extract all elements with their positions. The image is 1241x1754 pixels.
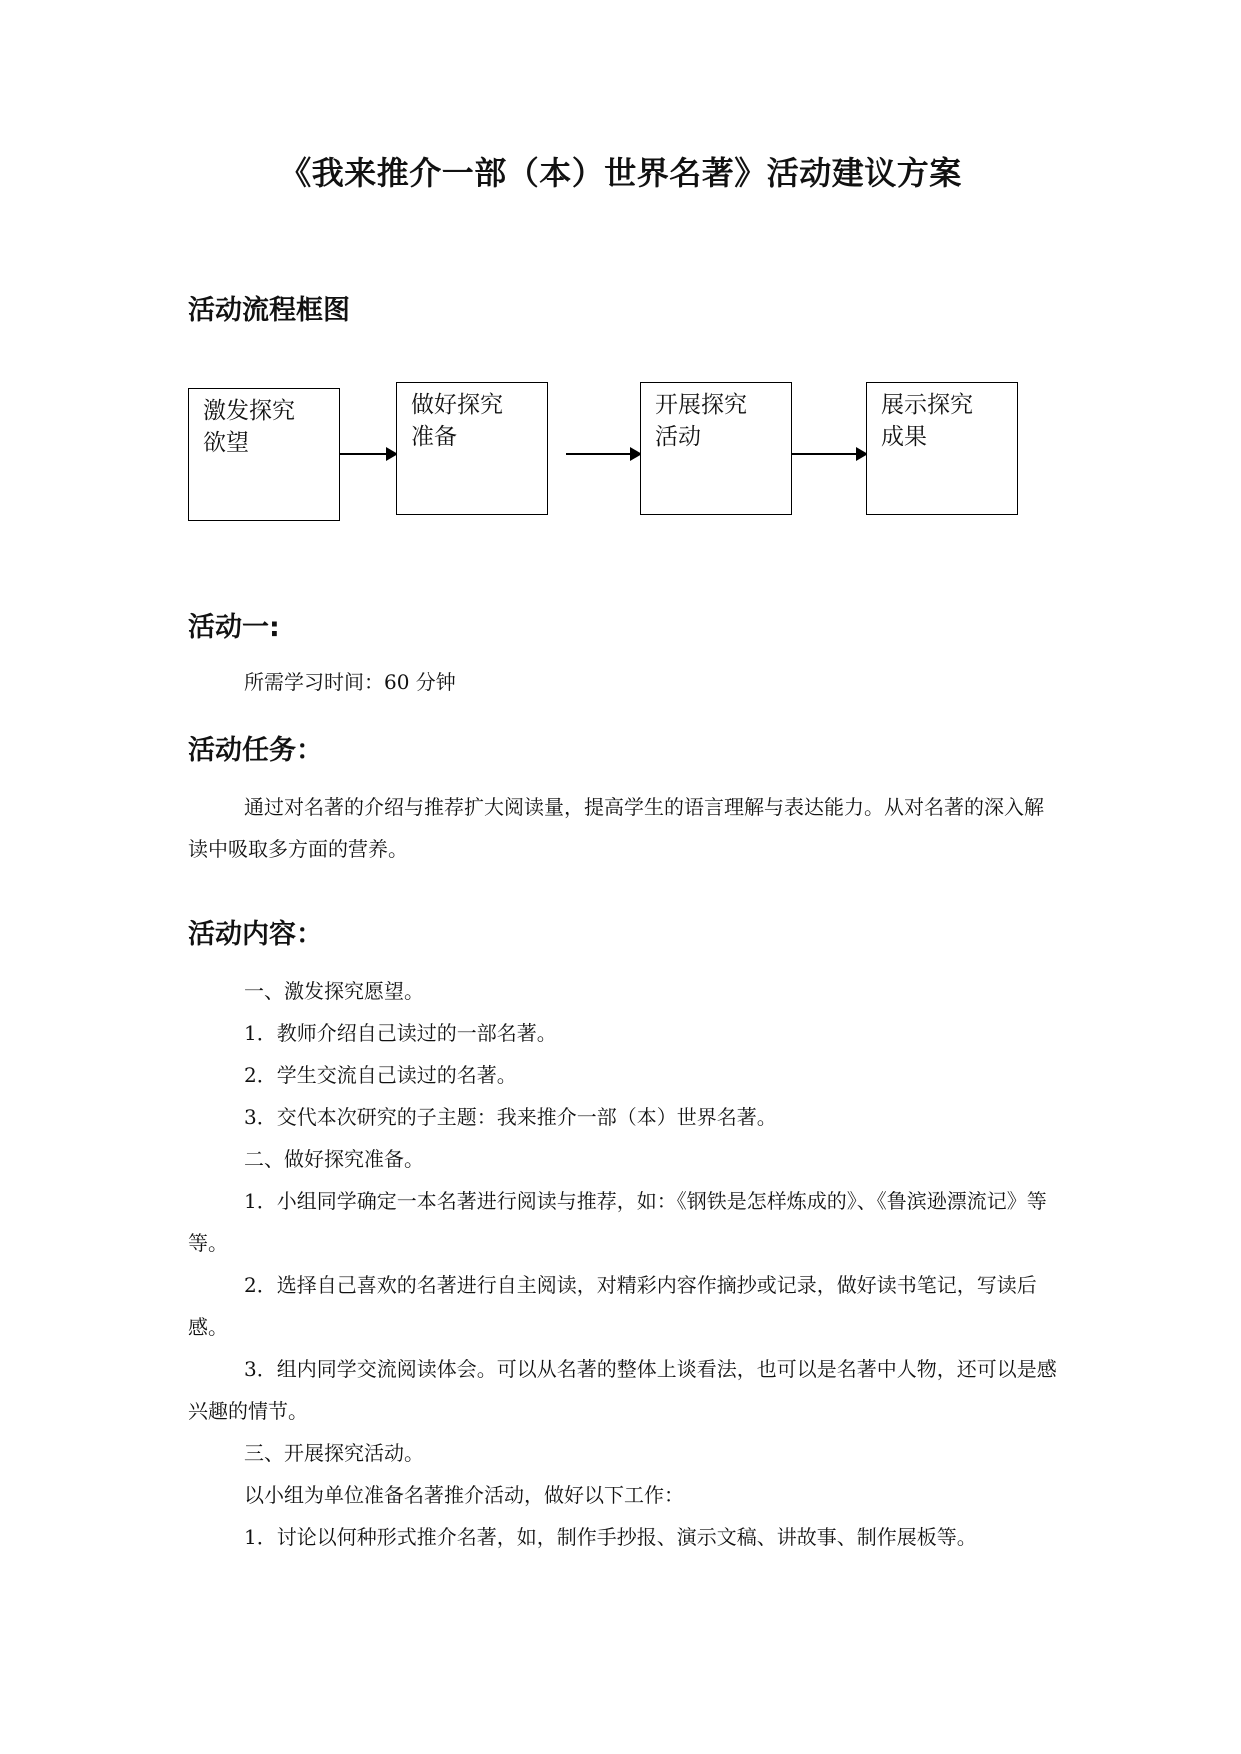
flow-heading: 活动流程框图	[188, 295, 350, 326]
flow-box-3-line2: 活动	[655, 424, 701, 450]
flow-box-4-line2: 成果	[881, 424, 927, 450]
flow-box-4	[866, 382, 1018, 515]
section-3-intro: 以小组为单位准备名著推介活动，做好以下工作：	[244, 1483, 684, 1507]
section-2-title: 二、做好探究准备。	[244, 1147, 424, 1171]
flow-arrow-3	[792, 453, 866, 455]
flow-box-1-line1: 激发探究	[203, 398, 295, 424]
section-2-item-3: 3．组内同学交流阅读体会。可以从名著的整体上谈看法，也可以是名著中人物，还可以是感兴趣的情节。	[188, 1357, 1057, 1423]
section-3-item-1: 1．讨论以何种形式推介名著，如，制作手抄报、演示文稿、讲故事、制作展板等。	[244, 1525, 977, 1549]
content-heading: 活动内容：	[188, 919, 323, 950]
flow-arrow-2	[566, 453, 640, 455]
document-title: 《我来推介一部（本）世界名著》活动建议方案	[279, 154, 962, 192]
flow-diagram	[0, 0, 1241, 600]
flow-arrow-1	[340, 453, 396, 455]
study-time: 所需学习时间：60 分钟	[244, 670, 456, 694]
flow-box-1	[188, 388, 340, 521]
flow-box-3-line1: 开展探究	[655, 392, 747, 418]
flow-box-1-line2: 欲望	[203, 430, 249, 456]
section-2-item-1: 1．小组同学确定一本名著进行阅读与推荐，如：《钢铁是怎样炼成的》、《鲁滨逊漂流记》等等。	[188, 1189, 1047, 1255]
flow-box-2-line1: 做好探究	[411, 392, 503, 418]
flow-box-2	[396, 382, 548, 515]
section-3-title: 三、开展探究活动。	[244, 1441, 424, 1465]
task-text: 通过对名著的介绍与推荐扩大阅读量，提高学生的语言理解与表达能力。从对名著的深入解读中吸取多方面的营养。	[188, 795, 1044, 861]
flow-box-2-line2: 准备	[411, 424, 457, 450]
section-2-item-2: 2．选择自己喜欢的名著进行自主阅读，对精彩内容作摘抄或记录，做好读书笔记，写读后感。	[188, 1273, 1037, 1339]
activity1-heading: 活动一:	[188, 612, 280, 643]
flow-box-4-line1: 展示探究	[881, 392, 973, 418]
section-1-item-2: 2．学生交流自己读过的名著。	[244, 1063, 517, 1087]
flow-box-3	[640, 382, 792, 515]
section-1-title: 一、激发探究愿望。	[244, 979, 424, 1003]
section-1-item-1: 1．教师介绍自己读过的一部名著。	[244, 1021, 557, 1045]
section-1-item-3: 3．交代本次研究的子主题：我来推介一部（本）世界名著。	[244, 1105, 777, 1129]
task-heading: 活动任务：	[188, 735, 323, 766]
